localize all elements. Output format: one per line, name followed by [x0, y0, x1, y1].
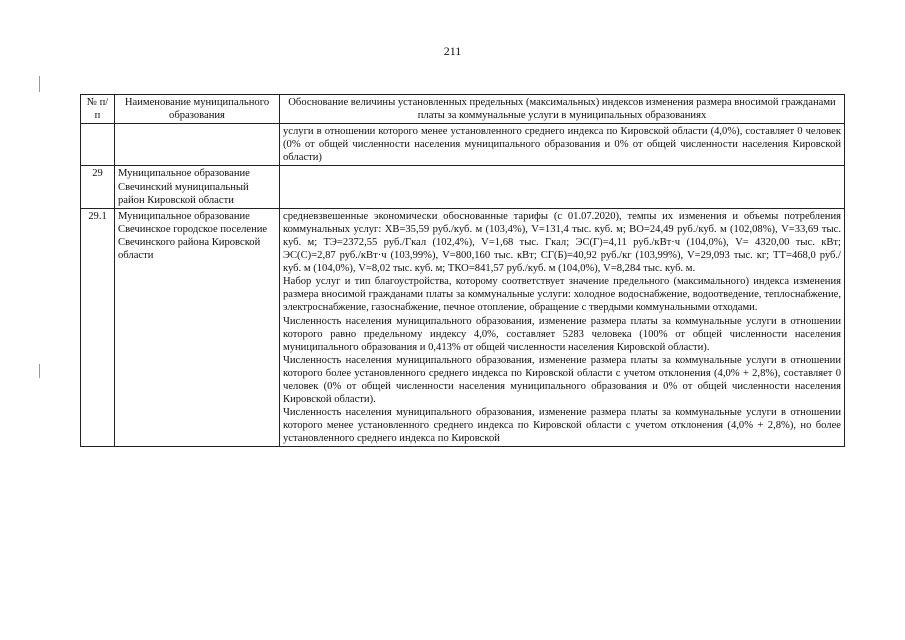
row-text	[280, 208, 845, 447]
tariff-table	[80, 94, 845, 447]
header-basis: Обоснование величины установленных предельных (максимальных) индексов изменения размера вносимой гражданами платы за коммунальные услуги в муниципальных образованиях	[280, 95, 845, 124]
row-paragraph: Набор услуг и тип благоустройства, которому соответствует значение предельного (максимального) индекса изменения размера вносимой гражданами платы за коммунальные услуги: холодное водоснабжение, водоотведение, теплоснабжение, электроснабжение, газоснабжение, печное отопление, обращение с твердыми коммунальными отходами.	[283, 276, 841, 314]
row-num: 29	[81, 166, 115, 208]
row-paragraph: Численность населения муниципального образования, изменение размера платы за коммунальные услуги в отношении которого более установленного среднего индекса по Кировской области с учетом отклонения (4,0% + 2,8%), составляет 0 человек (0% от общей численности населения муниципального образования и 0% от общей численности населения Кировской области).	[283, 354, 841, 406]
row-name: Муниципальное образование Свечинское городское поселение Свечинского района Кировской области	[115, 208, 280, 447]
margin-mark	[39, 76, 40, 92]
row-paragraph: средневзвешенные экономически обоснованные тарифы (с 01.07.2020), темпы их изменения и объемы потребления коммунальных услуг: ХВ=35,59 руб./куб. м (103,4%), V=131,4 тыс. куб. м; ВО=24,49 руб./куб. м (102,08%), V=33,69 тыс. куб. м; ТЭ=2372,55 руб./Гкал (102,4%), V=1,68 тыс. Гкал; ЭС(Г)=4,11 руб./кВт·ч (104,0%), V= 4320,00 тыс. кВт; ЭС(С)=2,87 руб./кВт·ч (103,99%), V=800,160 тыс. кВт; СГ(Б)=40,92 руб./кг (103,99%), V=29,093 тыс. кг; ТТ=468,0 руб./куб. м (104,0%), V=8,02 тыс. куб. м; ТКО=841,57 руб./куб. м (104,0%), V=8,284 тыс. куб. м.	[283, 210, 841, 275]
page-number: 211	[443, 44, 462, 58]
row-text	[280, 124, 845, 166]
row-text	[280, 166, 845, 208]
header-name: Наименование муниципального образования	[115, 95, 280, 124]
row-num	[81, 124, 115, 166]
table-row	[81, 166, 845, 208]
row-num: 29.1	[81, 208, 115, 447]
margin-mark	[39, 364, 40, 378]
table-row	[81, 124, 845, 166]
header-num: № п/п	[81, 95, 115, 124]
row-name: Муниципальное образование Свечинский муниципальный район Кировской области	[115, 166, 280, 208]
row-name	[115, 124, 280, 166]
row-paragraph: Численность населения муниципального образования, изменение размера платы за коммунальные услуги в отношении которого менее установленного среднего индекса по Кировской области с учетом отклонения (4,0% + 2,8%), но более установленного среднего индекса по Кировской	[283, 407, 841, 445]
table-row	[81, 208, 845, 447]
row-paragraph: услуги в отношении которого менее установленного среднего индекса по Кировской области (4,0%), составляет 0 человек (0% от общей численности населения муниципального образования и 0% от общей численности населения Кировской области)	[283, 126, 841, 164]
row-paragraph: Численность населения муниципального образования, изменение размера платы за коммунальные услуги в отношении которого равно предельному индексу 4,0%, составляет 5283 человека (100% от общей численности населения муниципального образования и 0,413% от общей численности населения Кировской области).	[283, 315, 841, 353]
table-header-row	[81, 95, 845, 124]
